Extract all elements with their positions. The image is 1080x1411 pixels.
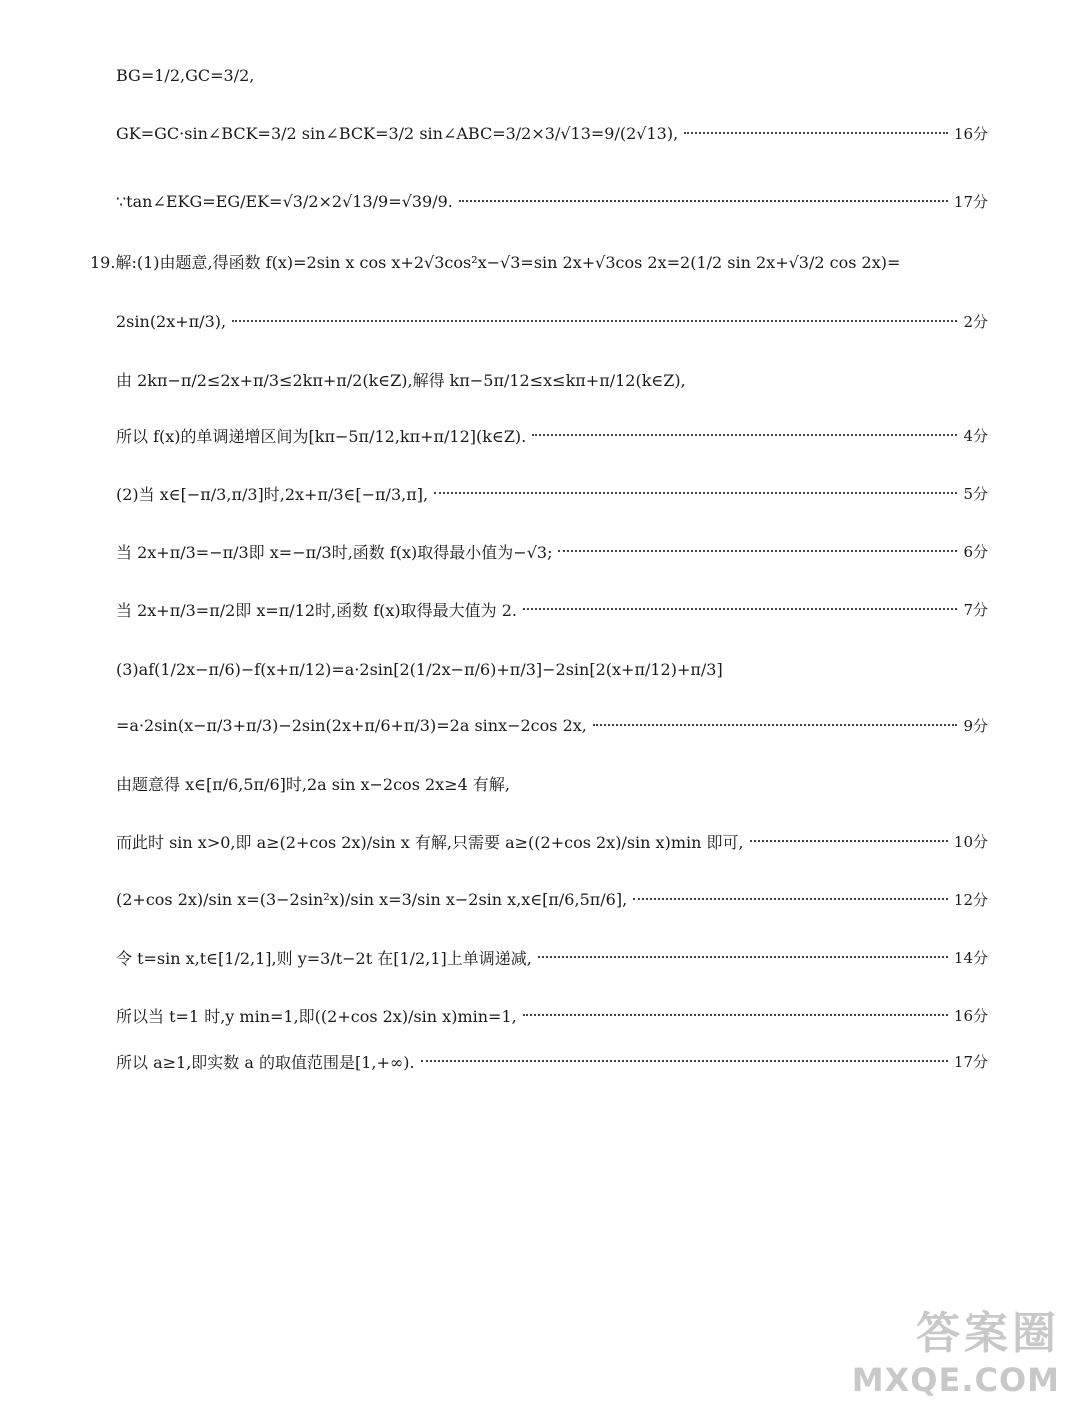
score-label: 17分 — [953, 1052, 988, 1071]
score-label: 16分 — [953, 124, 988, 143]
solution-line — [116, 406, 988, 464]
solution-text: (2+cos 2x)/sin x=(3−2sin²x)/sin x=3/sin x−2sin x,x∈[π/6,5π/6], — [116, 889, 628, 909]
dot-leader — [538, 956, 948, 958]
dot-leader — [459, 200, 948, 202]
solution-text: 所以 a≥1,即实数 a 的取值范围是[1,+∞). — [116, 1052, 415, 1072]
solution-line — [116, 870, 988, 928]
solution-text: 由题意得 x∈[π/6,5π/6]时,2a sin x−2cos 2x≥4 有解, — [116, 774, 510, 794]
solution-text: 19.解:(1)由题意,得函数 f(x)=2sin x cos x+2√3cos²x−√3=sin 2x+√3cos 2x=2(1/2 sin 2x+√3/2 cos 2x)= — [90, 252, 901, 272]
score-label: 4分 — [963, 426, 988, 445]
solution-line — [116, 754, 988, 812]
solution-line — [116, 172, 988, 230]
dot-leader — [750, 840, 948, 842]
score-label: 5分 — [963, 484, 988, 503]
solution-line — [116, 1032, 988, 1090]
watermark-logo: 答案圈 — [916, 1308, 1060, 1359]
solution-text: 所以 f(x)的单调递增区间为[kπ−5π/12,kπ+π/12](k∈Z). — [116, 426, 527, 446]
solution-line — [116, 104, 988, 162]
watermark — [852, 1297, 1060, 1399]
dot-leader — [523, 1014, 948, 1016]
solution-line — [116, 46, 988, 104]
solution-line — [116, 580, 988, 638]
solution-text: 令 t=sin x,t∈[1/2,1],则 y=3/t−2t 在[1/2,1]上单调递减, — [116, 948, 532, 968]
score-label: 16分 — [953, 1006, 988, 1025]
score-label: 2分 — [963, 312, 988, 331]
solution-text: GK=GC·sin∠BCK=3/2 sin∠BCK=3/2 sin∠ABC=3/2×3/√13=9/(2√13), — [116, 123, 679, 143]
solution-text: =a·2sin(x−π/3+π/3)−2sin(2x+π/6+π/3)=2a sinx−2cos 2x, — [116, 715, 587, 735]
solution-line — [116, 812, 988, 870]
score-label: 10分 — [953, 832, 988, 851]
dot-leader — [523, 608, 957, 610]
solution-text: 当 2x+π/3=−π/3即 x=−π/3时,函数 f(x)取得最小值为−√3; — [116, 542, 553, 562]
dot-leader — [532, 434, 957, 436]
score-label: 6分 — [963, 542, 988, 561]
dot-leader — [684, 132, 948, 134]
score-label: 12分 — [953, 890, 988, 909]
solution-line — [116, 292, 988, 350]
solution-text: 而此时 sin x>0,即 a≥(2+cos 2x)/sin x 有解,只需要 a≥((2+cos 2x)/sin x)min 即可, — [116, 832, 744, 852]
score-label: 14分 — [953, 948, 988, 967]
dot-leader — [232, 320, 957, 322]
solution-line — [116, 522, 988, 580]
solution-text: 当 2x+π/3=π/2即 x=π/12时,函数 f(x)取得最大值为 2. — [116, 600, 518, 620]
watermark-url: MXQE.COM — [851, 1361, 1060, 1399]
score-label: 17分 — [953, 192, 988, 211]
dot-leader — [593, 724, 958, 726]
solution-text: (3)af(1/2x−π/6)−f(x+π/12)=a·2sin[2(1/2x−π/6)+π/3]−2sin[2(x+π/12)+π/3] — [116, 659, 723, 679]
dot-leader — [633, 898, 948, 900]
score-label: 7分 — [963, 600, 988, 619]
solution-text: (2)当 x∈[−π/3,π/3]时,2x+π/3∈[−π/3,π], — [116, 484, 429, 504]
solution-line — [116, 464, 988, 522]
solution-line — [116, 350, 988, 408]
solution-line — [116, 928, 988, 986]
dot-leader — [434, 492, 957, 494]
solution-line — [90, 232, 988, 290]
solution-text: 所以当 t=1 时,y min=1,即((2+cos 2x)/sin x)min=1, — [116, 1006, 517, 1026]
dot-leader — [558, 550, 957, 552]
solution-text: BG=1/2,GC=3/2, — [116, 65, 255, 85]
solution-line — [116, 640, 988, 698]
dot-leader — [421, 1060, 948, 1062]
solution-text: 2sin(2x+π/3), — [116, 311, 227, 331]
solution-text: ∵tan∠EKG=EG/EK=√3/2×2√13/9=√39/9. — [116, 191, 453, 211]
score-label: 9分 — [963, 716, 988, 735]
solution-line — [116, 696, 988, 754]
solution-text: 由 2kπ−π/2≤2x+π/3≤2kπ+π/2(k∈Z),解得 kπ−5π/12≤x≤kπ+π/12(k∈Z), — [116, 370, 686, 390]
